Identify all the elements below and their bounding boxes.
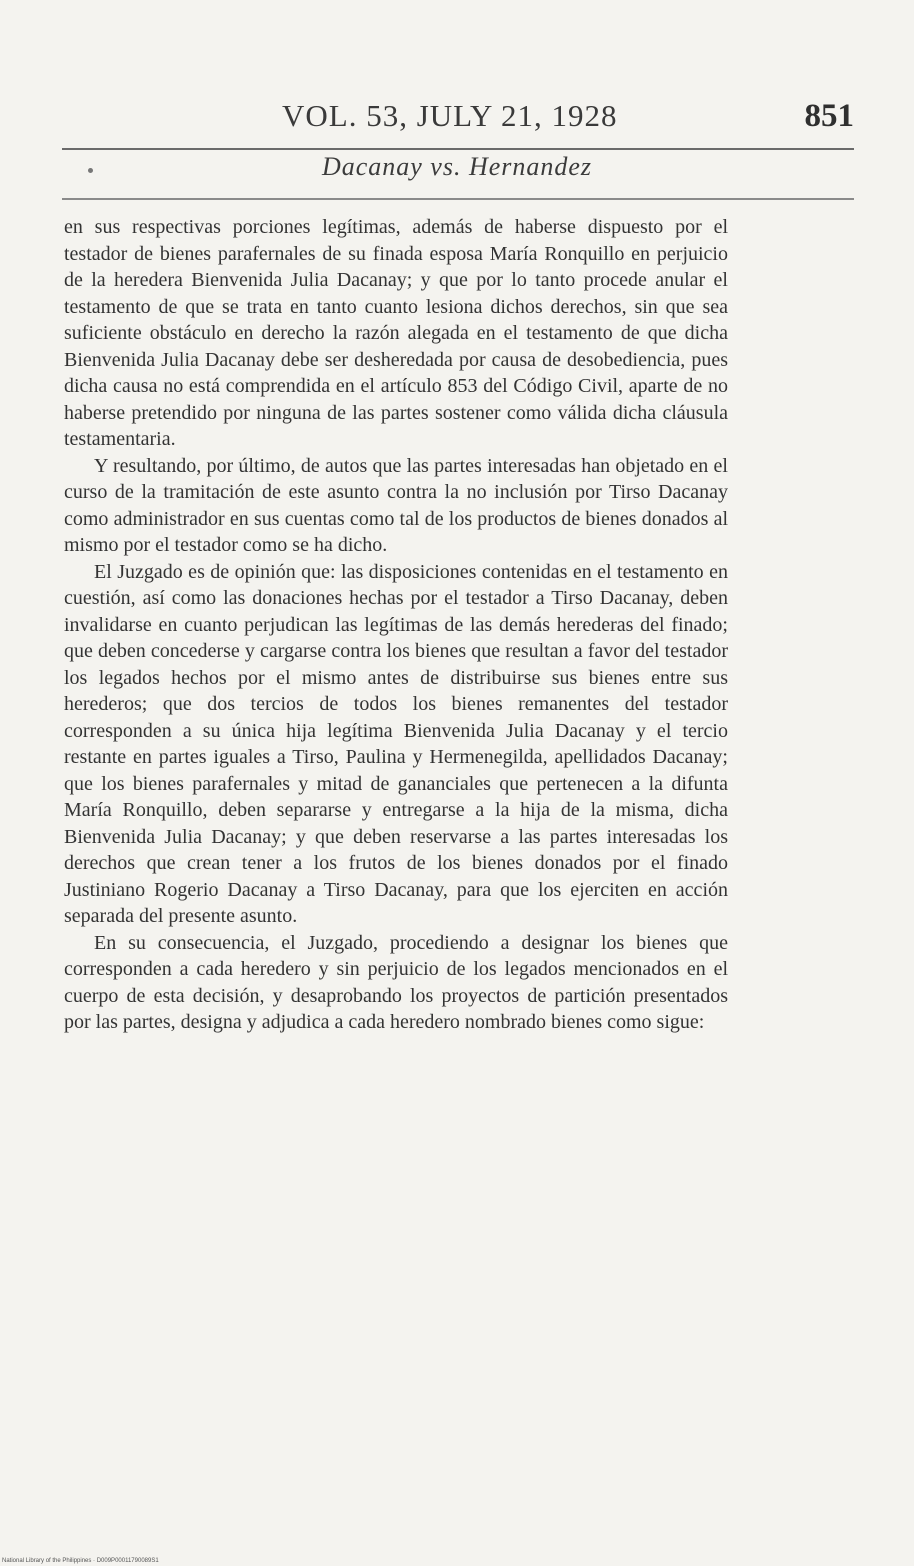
volume-line: VOL. 53, JULY 21, 1928: [282, 98, 618, 133]
page-number: 851: [804, 98, 854, 134]
header-rule-bottom: [62, 198, 854, 200]
paragraph-4: En su consecuencia, el Juzgado, procediendo a designar los bienes que corresponden a cada heredero y sin perjuicio de los legados mencionados en el cuerpo de esta decisión, y desaprobando los proyectos de partición presentados por las partes, designa y adjudica a cada heredero nombrado bienes como sigue:: [64, 931, 728, 1033]
header-rule-top: [62, 148, 854, 150]
paragraph-3: El Juzgado es de opinión que: las disposiciones contenidas en el testamento en cuestión, así como las donaciones hechas por el testador a Tirso Dacanay, deben invalidarse en cuanto perjudican las legítimas de las demás herederas del finado; que deben concederse y cargarse contra los bienes que resultan a favor del testador los legados hechos por el mismo antes de distribuirse sus bienes entre sus herederos; que dos tercios de todos los bienes remanentes del testador corresponden a su única hija legítima Bienvenida Julia Dacanay y el tercio restante en partes iguales a Tirso, Paulina y Hermenegilda, apellidados Dacanay; que los bienes parafernales y mitad de gananciales que pertenecen a la difunta María Ronquillo, deben separarse y entregarse a la hija de la misma, dicha Bienvenida Julia Dacanay; y que deben reservarse a las partes interesadas los derechos que crean tener a los frutos de los bienes donados por el finado Justiniano Rogerio Dacanay a Tirso Dacanay, para que los ejerciten en acción separada del presente asunto.: [64, 560, 728, 927]
body-text: [64, 214, 728, 1036]
running-header: [60, 98, 854, 142]
paragraph-2: Y resultando, por último, de autos que las partes interesadas han objetado en el curso de la tramitación de este asunto contra la no inclusión por Tirso Dacanay como administrador en sus cuentas como tal de los productos de bienes donados al mismo por el testador como se ha dicho.: [64, 454, 728, 556]
case-title: Dacanay vs. Hernandez: [321, 152, 593, 181]
scan-credit: National Library of the Philippines · D009P00011790089S1: [2, 1558, 159, 1564]
paragraph-1: en sus respectivas porciones legítimas, además de haberse dispuesto por el testador de bienes parafernales de su finada esposa María Ronquillo en perjuicio de la heredera Bienvenida Julia Dacanay; y que por lo tanto procede anular el testamento de que se trata en tanto cuanto lesiona dichos derechos, sin que sea suficiente obstáculo en derecho la razón alegada en el testamento de que dicha Bienvenida Julia Dacanay debe ser desheredada por causa de desobediencia, pues dicha causa no está comprendida en el artículo 853 del Código Civil, aparte de no haberse pretendido por ninguna de las partes sostener como válida dicha cláusula testamentaria.: [64, 216, 728, 450]
